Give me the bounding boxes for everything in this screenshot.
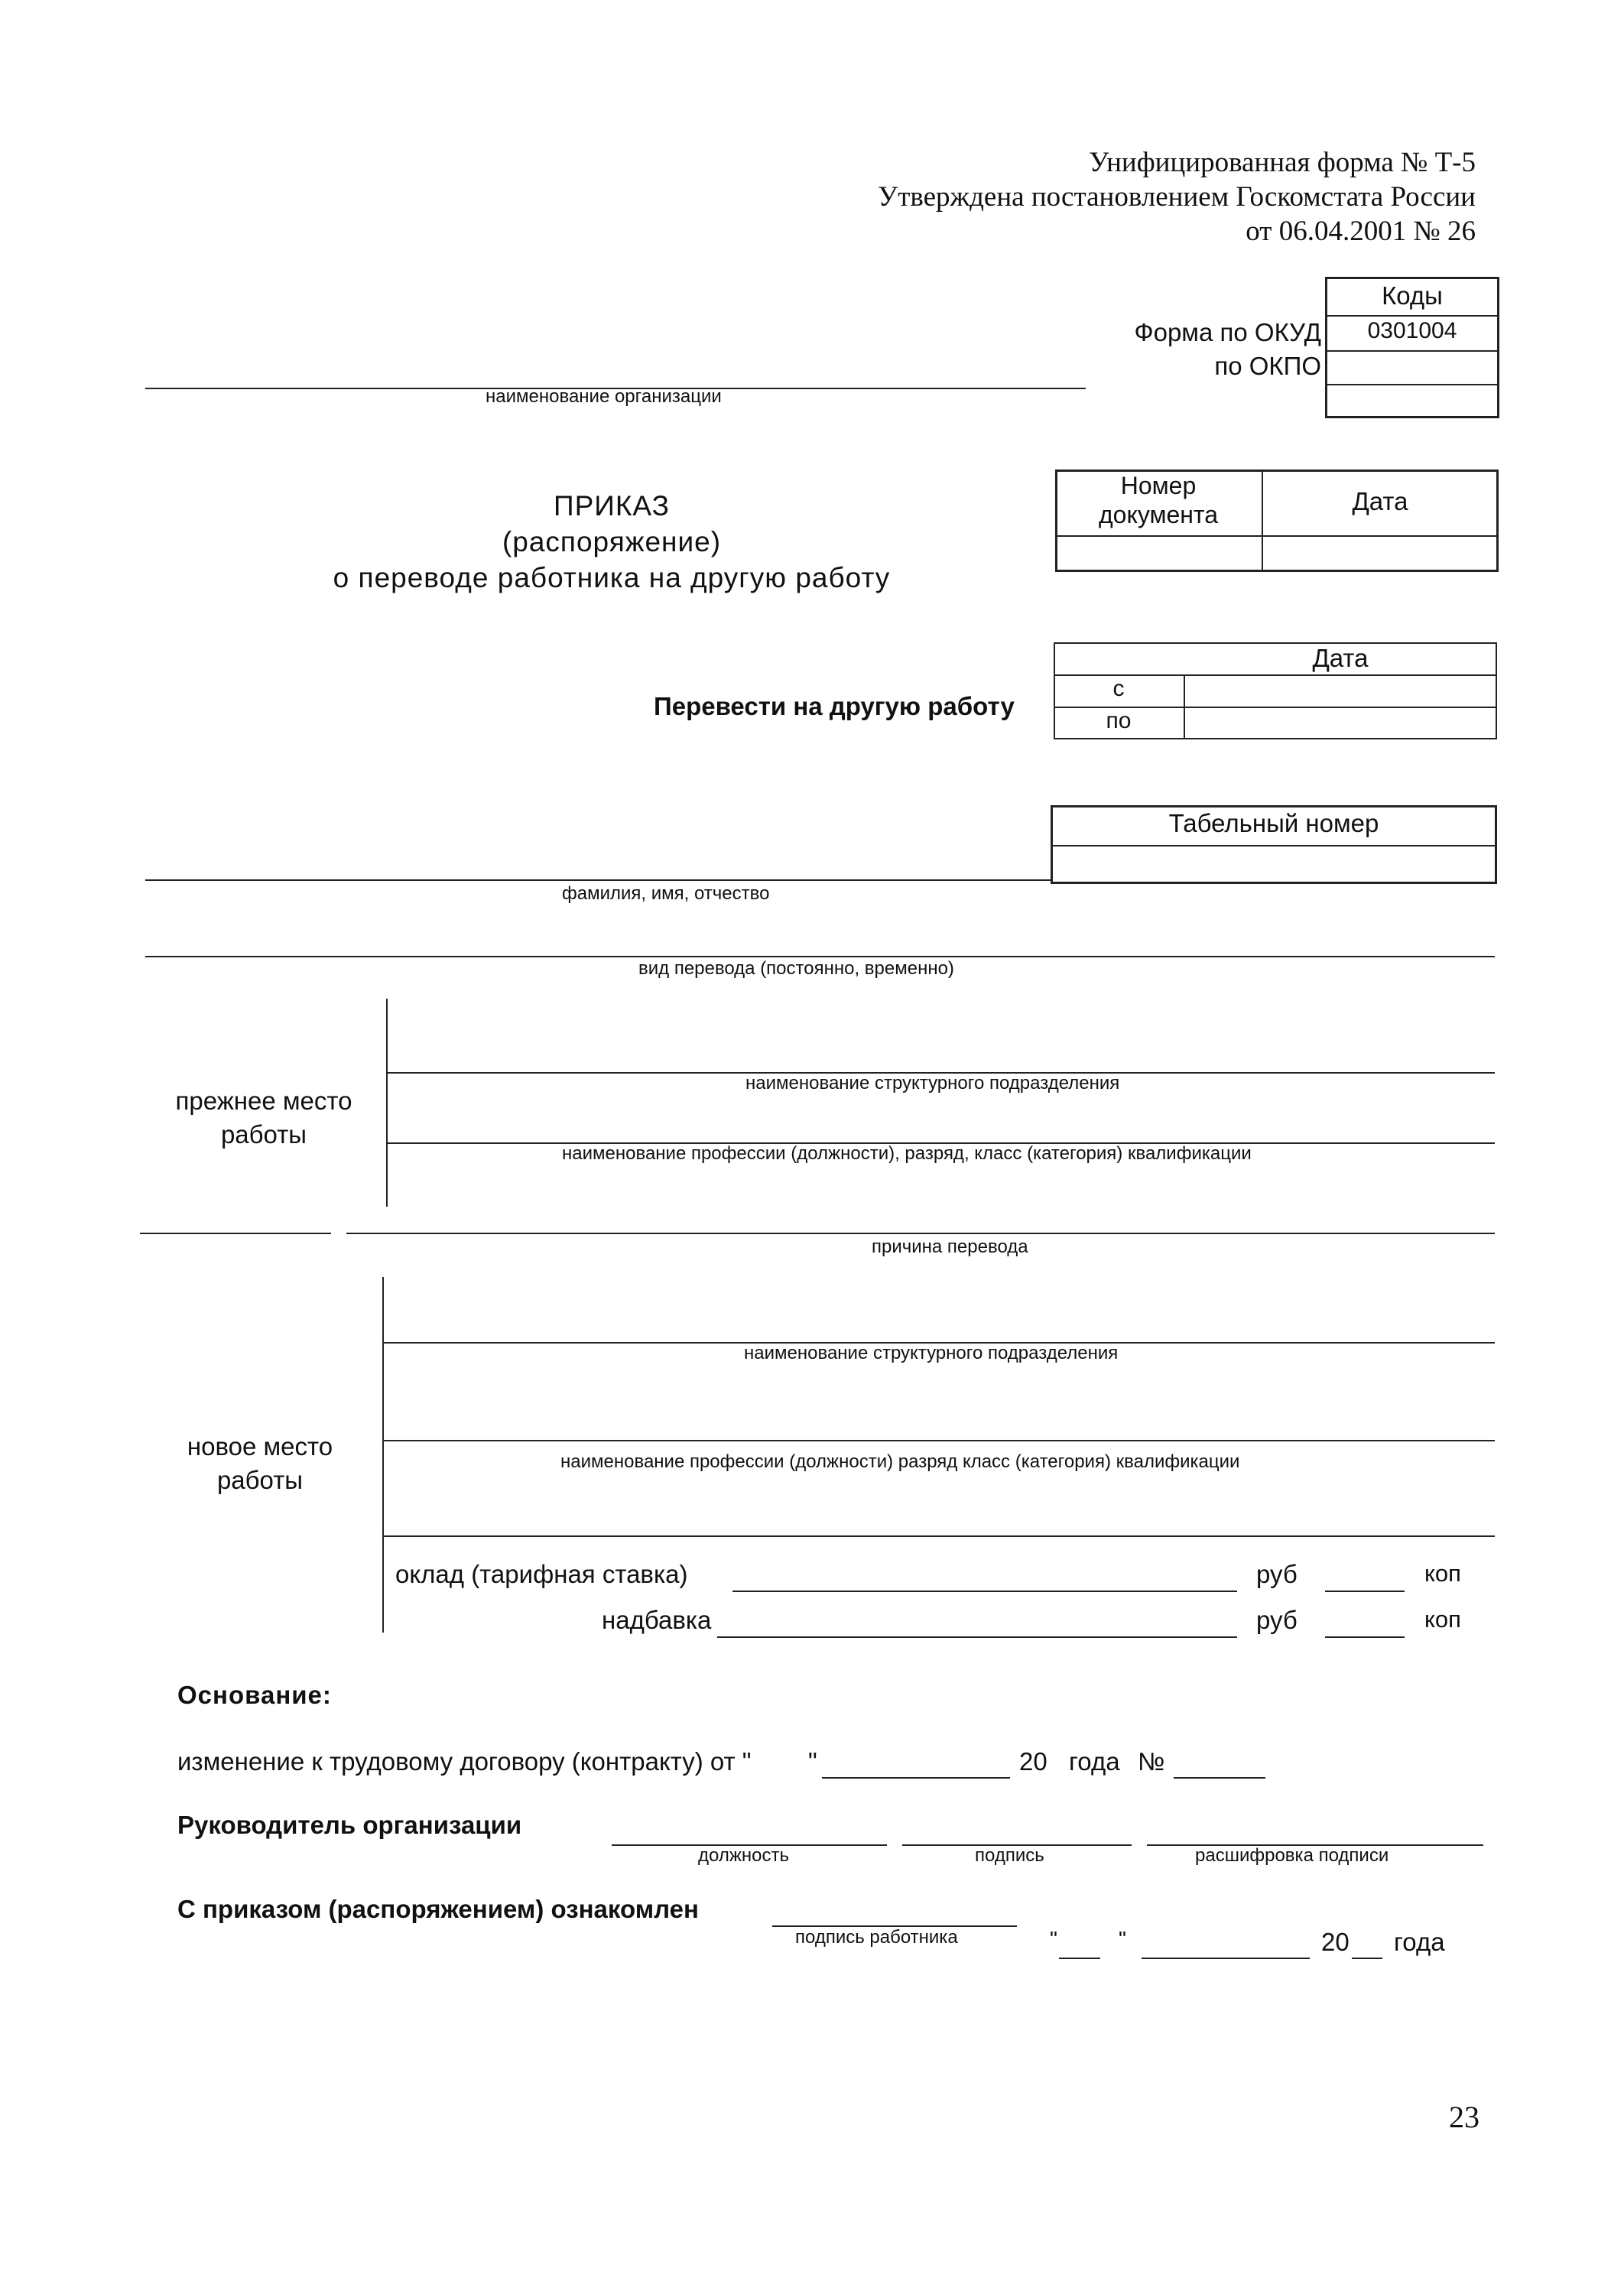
okud-label: Форма по ОКУД [1134,318,1321,346]
transfer-type-caption: вид перевода (постоянно, временно) [638,958,954,979]
page-number: 23 [1449,2100,1479,2134]
order-subject: о переводе работника на другую работу [333,562,891,593]
order-title-block [283,488,940,596]
codes-divider-1 [1325,315,1499,317]
basis-year-prefix: 20 [1019,1747,1047,1776]
acquainted-quote-close: " [1119,1927,1126,1951]
previous-profession-caption: наименование профессии (должности), разряд, класс (категория) квалификации [562,1143,1252,1164]
codes-divider-3 [1325,384,1499,385]
previous-place-label-line1: прежнее место [175,1087,352,1115]
fio-caption: фамилия, имя, отчество [562,883,770,904]
new-place-label-line2: работы [216,1466,304,1494]
tab-number-divider [1051,845,1497,846]
transfer-to-label: по [1106,708,1132,733]
transfer-from-date[interactable] [1186,677,1496,706]
acquainted-quote-open: " [1050,1927,1057,1951]
doc-number-header [1055,471,1262,529]
oklad-rub-field[interactable] [732,1591,1237,1592]
reason-field-left[interactable] [140,1233,331,1234]
nadbavka-label: надбавка [602,1606,712,1634]
employee-name-field[interactable] [145,879,1051,881]
previous-unit-caption: наименование структурного подразделения [745,1073,1120,1093]
okpo-code-field[interactable] [1327,353,1497,383]
head-decode-caption: расшифровка подписи [1195,1845,1389,1866]
new-place-bracket [382,1277,384,1633]
acquainted-day-field[interactable] [1059,1958,1100,1959]
basis-number-field[interactable] [1174,1777,1265,1779]
basis-text: изменение к трудовому договору (контракту) от " [177,1747,752,1776]
acquainted-month-field[interactable] [1142,1958,1310,1959]
transfer-to-date[interactable] [1186,709,1496,738]
new-place-label [153,1430,367,1497]
form-number: Унифицированная форма № Т-5 [1089,147,1476,178]
basis-year-word: года [1069,1747,1120,1776]
acquainted-year-field[interactable] [1352,1958,1382,1959]
new-profession-caption: наименование профессии (должности) разряд класс (категория) квалификации [560,1451,1240,1472]
new-unit-caption: наименование структурного подразделения [744,1343,1119,1363]
head-label: Руководитель организации [177,1811,522,1839]
basis-date-field[interactable] [822,1777,1010,1779]
doc-table-divider-v [1262,470,1263,572]
codes-divider-2 [1325,350,1499,352]
reason-caption: причина перевода [872,1236,1028,1257]
nadbavka-kop-field[interactable] [1325,1636,1405,1638]
transfer-label: Перевести на другую работу [654,692,1015,720]
transfer-from-label: с [1112,676,1125,701]
employee-signature-caption: подпись работника [795,1927,958,1948]
basis-number-sign: № [1138,1747,1165,1776]
approval-date: от 06.04.2001 № 26 [1246,216,1476,247]
head-position-caption: должность [698,1845,789,1866]
new-place-label-line1: новое место [187,1432,333,1461]
order-title: ПРИКАЗ [553,490,671,522]
approval-line: Утверждена постановлением Госкомстата России [878,181,1476,213]
tab-number-field[interactable] [1054,847,1494,881]
doc-table-divider-h [1055,535,1499,537]
reason-field[interactable] [346,1233,1495,1234]
oklad-kop-label: коп [1424,1560,1461,1587]
organization-caption: наименование организации [486,386,722,407]
basis-label: Основание: [177,1681,332,1709]
new-profession-field[interactable] [382,1440,1495,1441]
transfer-table-divider-v [1184,674,1185,739]
transfer-date-header: Дата [1312,644,1369,672]
nadbavka-rub-label: руб [1256,1606,1298,1634]
doc-date-header: Дата [1352,487,1408,515]
nadbavka-kop-label: коп [1424,1606,1461,1633]
previous-place-bracket [386,999,388,1207]
basis-quote: " [808,1747,817,1776]
doc-number-field[interactable] [1058,538,1260,570]
acquainted-year-word: года [1394,1928,1445,1956]
acquainted-year-prefix: 20 [1321,1928,1350,1956]
nadbavka-rub-field[interactable] [717,1636,1237,1638]
form-header [878,145,1476,249]
acquainted-label: С приказом (распоряжением) ознакомлен [177,1895,699,1923]
new-profession-line-2 [382,1535,1495,1537]
oklad-rub-label: руб [1256,1560,1298,1588]
okud-code[interactable]: 0301004 [1367,318,1457,343]
previous-place-label [157,1084,371,1152]
previous-place-label-line2: работы [220,1120,307,1149]
oklad-kop-field[interactable] [1325,1591,1405,1592]
doc-date-field[interactable] [1264,538,1496,570]
doc-number-header-line1: Номер [1120,472,1197,499]
head-signature-caption: подпись [975,1845,1044,1866]
okpo-label: по ОКПО [1214,352,1321,380]
doc-number-header-line2: документа [1098,501,1219,528]
oklad-label: оклад (тарифная ставка) [395,1560,688,1588]
order-subtitle: (распоряжение) [502,526,722,557]
tab-number-header: Табельный номер [1168,809,1379,837]
codes-title: Коды [1382,281,1443,310]
transfer-type-field[interactable] [145,956,1495,957]
